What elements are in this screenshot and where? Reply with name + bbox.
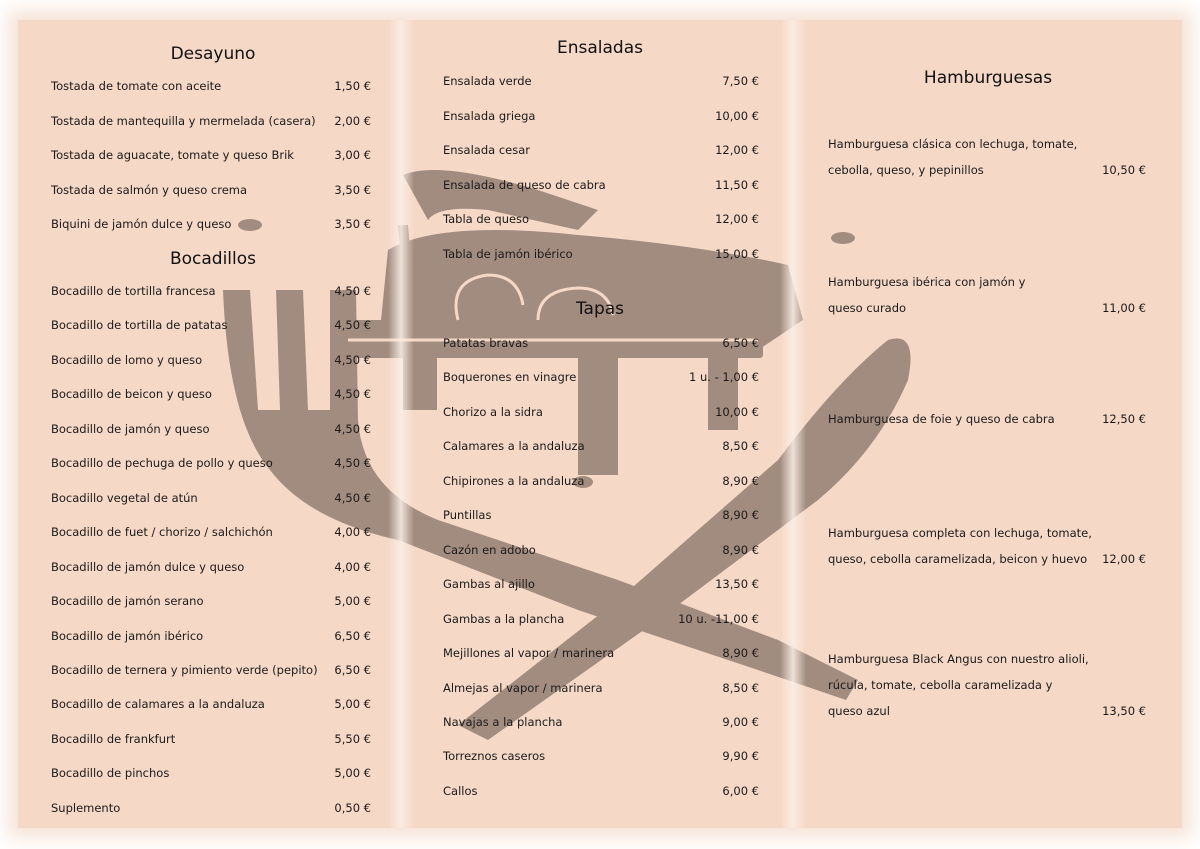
menu-item-price: 4,00 € [334, 559, 371, 574]
menu-item-price: 6,50 € [334, 662, 371, 677]
tapas-heading: Tapas [575, 299, 625, 319]
menu-item [51, 77, 371, 95]
menu-item-price: 10,00 € [715, 404, 759, 419]
menu-item [443, 506, 759, 524]
menu-item [51, 764, 371, 782]
burger-item-price: 12,50 € [1102, 412, 1146, 426]
menu-item-price: 6,50 € [722, 336, 759, 350]
burger-item-price: 10,50 € [1102, 163, 1146, 177]
burger-item-line: Hamburguesa ibérica con jamón y [828, 275, 1026, 289]
menu-item-name: Tabla de queso [443, 212, 530, 227]
menu-item-name: Tabla de jamón ibérico [443, 247, 573, 261]
menu-item [443, 176, 759, 194]
menu-item [443, 541, 759, 559]
menu-item-name: Boquerones en vinagre [443, 370, 577, 385]
menu-item-name: Gambas a la plancha [443, 611, 565, 626]
menu-item-name: Tostada de mantequilla y mermelada (casera) [51, 113, 316, 128]
menu-item-price: 6,00 € [722, 783, 759, 798]
menu-item-name: Ensalada verde [443, 74, 532, 88]
menu-item [51, 799, 371, 817]
menu-item-name: Bocadillo de pechuga de pollo y queso [51, 456, 273, 471]
menu-item-price: 10 u. -11,00 € [678, 611, 759, 626]
menu-item-price: 4,50 € [334, 352, 371, 367]
menu-item-price: 9,90 € [722, 749, 759, 764]
menu-item-price: 1 u. - 1,00 € [689, 370, 759, 385]
burger-item [828, 646, 1146, 724]
burger-item-price: 12,00 € [1102, 552, 1146, 566]
menu-item-name: Puntillas [443, 508, 492, 523]
menu-item-name: Bocadillo de tortilla francesa [51, 284, 216, 298]
burger-item [828, 406, 1146, 432]
menu-item-price: 12,00 € [715, 212, 759, 227]
burger-item-price: 11,00 € [1102, 301, 1146, 315]
menu-item-name: Ensalada cesar [443, 143, 531, 158]
menu-item-name: Bocadillo de jamón y queso [51, 421, 210, 436]
menu-item-price: 11,50 € [715, 177, 759, 192]
menu-item-name: Bocadillo de jamón serano [51, 594, 204, 609]
menu-item-name: Bocadillo de tortilla de patatas [51, 318, 228, 333]
menu-item-name: Ensalada griega [443, 108, 536, 123]
burger-item-line: queso curado [828, 301, 907, 315]
menu-item-price: 4,50 € [334, 387, 371, 402]
menu-item-price: 4,50 € [334, 456, 371, 471]
burger-item-line: cebolla, queso, y pepinillos [828, 163, 984, 177]
menu-item-name: Bocadillo de fuet / chorizo / salchichón [51, 525, 273, 540]
menu-item-price: 1,50 € [334, 79, 371, 93]
desayuno-heading: Desayuno [170, 44, 256, 64]
menu-sheet [18, 20, 1182, 828]
menu-item-name: Suplemento [51, 800, 121, 815]
menu-item-price: 4,50 € [334, 318, 371, 333]
menu-item [443, 713, 759, 731]
menu-item-price: 15,00 € [715, 247, 759, 261]
menu-item [51, 454, 371, 472]
burger-item-line: Hamburguesa completa con lechuga, tomate, [828, 526, 1092, 540]
menu-item [51, 282, 371, 300]
menu-item-name: Chorizo a la sidra [443, 404, 543, 419]
menu-item-price: 0,50 € [334, 800, 371, 815]
fold-line-left [388, 20, 414, 828]
menu-item-name: Mejillones al vapor / marinera [443, 646, 615, 661]
menu-item [443, 644, 759, 662]
menu-item-name: Chipirones a la andaluza [443, 473, 585, 488]
menu-item-name: Bocadillo de pinchos [51, 766, 170, 781]
menu-item [51, 112, 371, 130]
menu-item-name: Callos [443, 783, 478, 798]
burger-item-line: Hamburguesa de foie y queso de cabra [828, 412, 1055, 426]
menu-item [443, 72, 759, 90]
burger-item-line: Hamburguesa clásica con lechuga, tomate, [828, 137, 1078, 151]
menu-item [51, 661, 371, 679]
menu-item-price: 5,00 € [334, 697, 371, 712]
burger-item-price: 13,50 € [1102, 704, 1146, 718]
menu-item-name: Bocadillo de calamares a la andaluza [51, 697, 265, 712]
hamburguesas-heading: Hamburguesas [923, 68, 1053, 88]
menu-item [443, 141, 759, 159]
menu-item [443, 107, 759, 125]
menu-item-name: Bocadillo de jamón ibérico [51, 628, 204, 643]
menu-item-name: Bocadillo de jamón dulce y queso [51, 559, 245, 574]
menu-item [51, 420, 371, 438]
menu-item [51, 181, 371, 199]
menu-item-price: 12,00 € [715, 143, 759, 158]
burger-item-line: queso, cebolla caramelizada, beicon y huevo [828, 552, 1088, 566]
menu-item-price: 9,00 € [722, 714, 759, 729]
menu-item-price: 5,50 € [334, 731, 371, 746]
burger-item [828, 269, 1146, 321]
menu-item [51, 146, 371, 164]
bocadillos-heading: Bocadillos [169, 249, 257, 269]
menu-item [443, 245, 759, 263]
menu-item [443, 368, 759, 386]
menu-item [443, 747, 759, 765]
menu-item-name: Biquini de jamón dulce y queso [51, 217, 232, 231]
fold-line-right [780, 20, 806, 828]
ensaladas-heading: Ensaladas [557, 38, 643, 58]
menu-item-price: 4,50 € [334, 490, 371, 505]
menu-item [443, 334, 759, 352]
burger-item-line: Hamburguesa Black Angus con nuestro alioli, [828, 652, 1089, 666]
menu-item-price: 3,00 € [334, 148, 371, 162]
burger-item-line: rúcula, tomate, cebolla caramelizada y [828, 678, 1053, 692]
menu-item-price: 8,90 € [722, 508, 759, 523]
menu-item-price: 8,50 € [722, 680, 759, 695]
menu-item [51, 489, 371, 507]
burger-item [828, 520, 1146, 572]
menu-item-price: 5,00 € [334, 766, 371, 781]
menu-item-price: 7,50 € [722, 74, 759, 88]
menu-item [443, 403, 759, 421]
menu-item [51, 695, 371, 713]
menu-item [51, 558, 371, 576]
menu-item [443, 610, 759, 628]
menu-item-name: Navajas a la plancha [443, 714, 563, 729]
menu-item-name: Bocadillo de beicon y queso [51, 387, 212, 402]
menu-item [51, 385, 371, 403]
menu-item-name: Bocadillo de ternera y pimiento verde (pepito) [51, 662, 318, 677]
menu-item-name: Calamares a la andaluza [443, 439, 585, 454]
menu-item-price: 8,90 € [722, 646, 759, 661]
menu-item-name: Tostada de salmón y queso crema [51, 182, 248, 197]
menu-item-price: 4,50 € [334, 284, 371, 298]
menu-item-price: 13,50 € [715, 577, 759, 592]
menu-item-name: Almejas al vapor / marinera [443, 680, 603, 695]
menu-item [443, 679, 759, 697]
menu-item [443, 782, 759, 800]
menu-item-name: Patatas bravas [443, 336, 529, 350]
menu-item [51, 351, 371, 369]
menu-item [443, 210, 759, 228]
menu-item [443, 472, 759, 490]
menu-item [51, 592, 371, 610]
menu-item-price: 4,00 € [334, 525, 371, 540]
menu-item-price: 3,50 € [334, 217, 371, 231]
menu-item-price: 8,90 € [722, 473, 759, 488]
burger-item [828, 131, 1146, 183]
menu-item-name: Bocadillo de lomo y queso [51, 352, 203, 367]
menu-item [443, 437, 759, 455]
menu-item-name: Tostada de tomate con aceite [51, 79, 222, 93]
menu-item-name: Torreznos caseros [443, 749, 546, 764]
menu-item-name: Tostada de aguacate, tomate y queso Brik [51, 148, 294, 162]
menu-item-price: 2,00 € [334, 113, 371, 128]
menu-item-price: 6,50 € [334, 628, 371, 643]
menu-item-name: Cazón en adobo [443, 542, 536, 557]
menu-item-name: Gambas al ajillo [443, 577, 535, 592]
menu-item [51, 730, 371, 748]
menu-item-price: 8,50 € [722, 439, 759, 454]
burger-item-line: queso azul [828, 704, 890, 718]
menu-item-price: 5,00 € [334, 594, 371, 609]
menu-item-name: Ensalada de queso de cabra [443, 177, 606, 192]
menu-item [51, 215, 371, 233]
menu-item [51, 523, 371, 541]
menu-item-price: 10,00 € [715, 108, 759, 123]
menu-item [443, 575, 759, 593]
menu-item-price: 8,90 € [722, 542, 759, 557]
menu-item-name: Bocadillo de frankfurt [51, 731, 176, 746]
menu-item-name: Bocadillo vegetal de atún [51, 490, 198, 505]
menu-item [51, 316, 371, 334]
menu-item [51, 627, 371, 645]
menu-item-price: 4,50 € [334, 421, 371, 436]
menu-item-price: 3,50 € [334, 182, 371, 197]
